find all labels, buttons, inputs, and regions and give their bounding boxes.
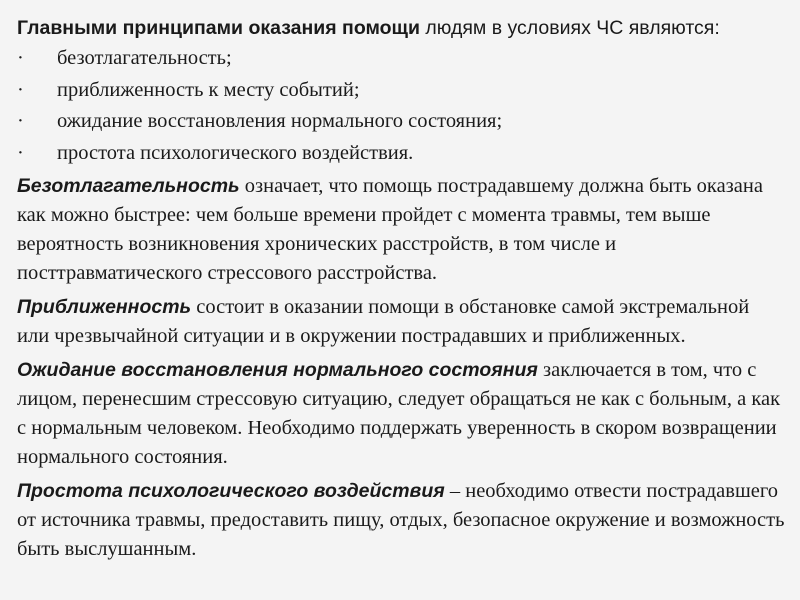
principles-list [17,43,785,169]
list-item-text: простота психологического воздействия. [57,141,414,164]
bullet-icon: · [17,47,24,69]
slide-content [17,14,785,566]
paragraph-term: Простота психологического воздействия [17,480,445,502]
list-item [17,75,785,107]
paragraph-text: состоит в оказании помощи в обстановке самой экстремальной или чрезвычайной ситуации и в окружении пострадавших и приближенных. [17,296,750,347]
paragraph-immediacy [17,169,785,290]
list-item-text: безотлагательность; [57,47,232,69]
paragraph-term: Ожидание восстановления нормального состояния [17,359,538,381]
list-item-text: приближенность к месту событий; [57,78,360,101]
intro-rest-text: людям в условиях ЧС являются: [420,17,720,39]
paragraph-term: Приближенность [17,296,192,318]
bullet-icon: · [17,78,24,101]
paragraph-text: означает, что помощь пострадавшему должна быть оказана как можно быстрее: чем больше времени пройдет с момента травмы, тем выше вероятность возникновения хронических расстройств, в том числе и посттравматического стрессового расстройства. [17,175,763,284]
bullet-icon: · [17,141,24,164]
paragraph-expectancy [17,353,785,474]
paragraph-simplicity [17,474,785,566]
list-item [17,43,785,75]
paragraph-term: Безотлагательность [17,175,240,197]
intro-line [17,14,785,43]
paragraph-proximity [17,290,785,353]
intro-bold-text: Главными принципами оказания помощи [17,17,420,39]
paragraph-text: заключается в том, что с лицом, перенесшим стрессовую ситуацию, следует обращаться не как с больным, а как с нормальным человеком. Необходимо поддержать уверенность в скором возвращении нормального состояния. [17,359,781,468]
paragraph-text: – необходимо отвести пострадавшего от источника травмы, предоставить пищу, отдых, безопасное окружение и возможность быть выслушанным. [17,480,785,560]
bullet-icon: · [17,110,24,132]
list-item [17,106,785,138]
list-item-text: ожидание восстановления нормального состояния; [57,110,503,132]
list-item [17,138,785,170]
